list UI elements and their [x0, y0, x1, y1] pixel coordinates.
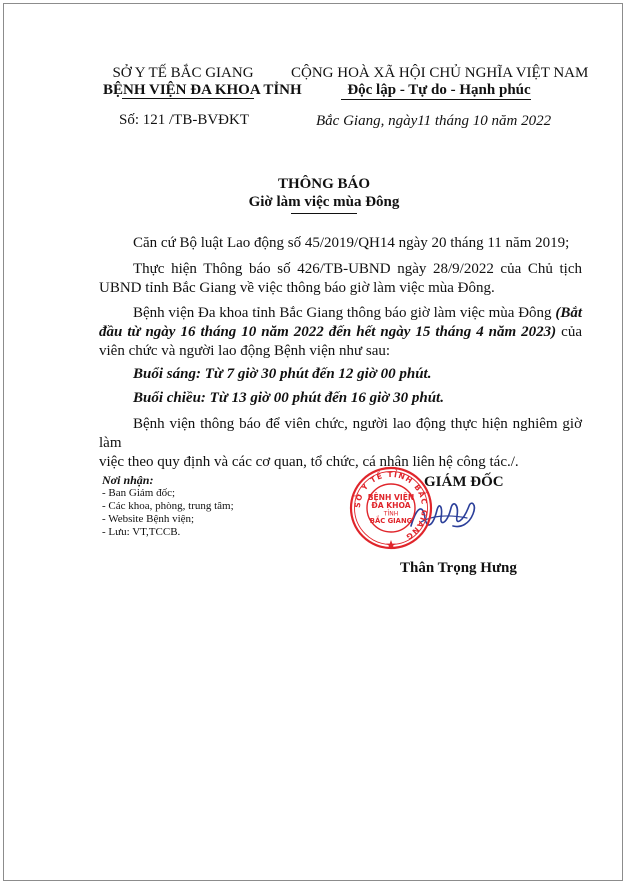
seal-center-line1: BỆNH VIỆN [367, 493, 415, 502]
official-seal-icon [349, 466, 433, 550]
seal-center-line2: ĐA KHOA [371, 501, 411, 510]
paragraph-implementation-line1: Thực hiện Thông báo số 426/TB-UBND ngày 28/9/2022 của Chủ tịch [133, 261, 582, 277]
seal-ring-text: SỞ Y TẾ TỈNH BẮC GIANG [352, 469, 430, 542]
paragraph-closing-line1: Bệnh viện thông báo để viên chức, người lao động thực hiện nghiêm giờ làm [99, 416, 582, 451]
recipient-item: - Website Bệnh viện; [102, 513, 195, 525]
document-number: Số: 121 /TB-BVĐKT [119, 112, 250, 128]
announcement-period: (Bắt đầu từ ngày 16 tháng 10 năm 2022 đến hết ngày 15 tháng 4 năm 2023) [99, 305, 582, 340]
paragraph-closing [99, 415, 582, 472]
paragraph-implementation-line2: UBND tỉnh Bắc Giang về việc thông báo giờ làm việc mùa Đông. [99, 280, 495, 296]
announcement-text-end: của viên chức và người lao động Bệnh viện như sau: [99, 324, 582, 359]
paragraph-legal-basis-text: Căn cứ Bộ luật Lao động số 45/2019/QH14 ngày 20 tháng 11 năm 2019; [133, 235, 570, 251]
morning-schedule: Buổi sáng: Từ 7 giờ 30 phút đến 12 giờ 00 phút. [133, 366, 432, 382]
header-right [291, 65, 587, 99]
header-left-underline [122, 98, 254, 99]
org-name-parent: SỞ Y TẾ BẮC GIANG [112, 65, 254, 81]
recipients-heading: Nơi nhận: [102, 473, 154, 487]
header-left [103, 65, 302, 99]
document-page [3, 3, 623, 881]
national-title: CỘNG HOÀ XÃ HỘI CHỦ NGHĨA VIỆT NAM [291, 65, 589, 81]
notice-subtitle: Giờ làm việc mùa Đông [248, 194, 400, 210]
motto-underline [341, 99, 531, 100]
paragraph-legal-basis [99, 234, 582, 253]
recipients-block [102, 474, 234, 539]
seal-center-line4: BẮC GIANG [369, 517, 413, 525]
place-and-date: Bắc Giang, ngày11 tháng 10 năm 2022 [316, 113, 552, 129]
recipient-item: - Các khoa, phòng, trung tâm; [102, 500, 234, 512]
recipient-item: - Lưu: VT,TCCB. [102, 526, 181, 538]
national-motto: Độc lập - Tự do - Hạnh phúc [347, 82, 531, 98]
seal-center-line3: TỈNH [383, 510, 399, 518]
signer-title: GIÁM ĐỐC [424, 474, 504, 490]
paragraph-closing-line2: việc theo quy định và các cơ quan, tổ chức, cá nhân liên hệ công tác./. [99, 454, 519, 470]
subtitle-underline [291, 213, 357, 214]
notice-title: THÔNG BÁO [277, 176, 371, 192]
recipient-item: - Ban Giám đốc; [102, 487, 176, 499]
org-name-hospital: BỆNH VIỆN ĐA KHOA TỈNH [103, 82, 302, 98]
paragraph-announcement [99, 304, 582, 361]
paragraph-implementation [99, 260, 582, 298]
afternoon-schedule: Buổi chiều: Từ 13 giờ 00 phút đến 16 giờ 30 phút. [133, 390, 444, 406]
announcement-text: Bệnh viện Đa khoa tỉnh Bắc Giang thông báo giờ làm việc mùa Đông [133, 305, 556, 321]
signer-name: Thân Trọng Hưng [400, 560, 517, 576]
